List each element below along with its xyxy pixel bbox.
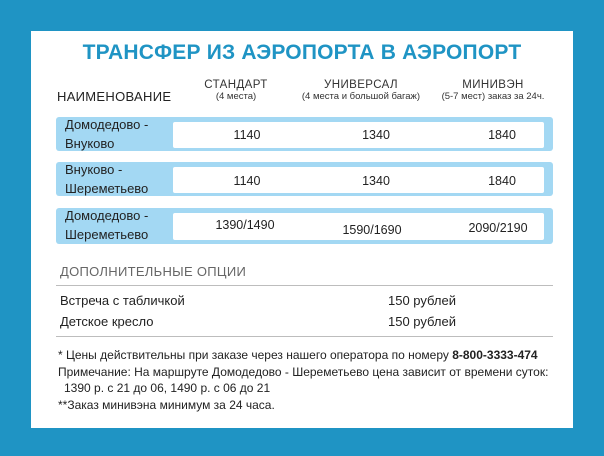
column-header-subtitle: (5-7 мест) заказ за 24ч. (441, 91, 545, 102)
route-name-line: Внуково (65, 136, 115, 151)
route-name-line: Домодедово - (65, 117, 149, 132)
price-standard: 1140 (233, 174, 261, 188)
notes (58, 347, 568, 413)
route-name-line: Внуково - (65, 162, 123, 177)
options-divider-bottom (56, 336, 553, 337)
column-header-universal (281, 79, 441, 103)
column-header-subtitle: (4 места) (215, 91, 257, 102)
route-name-line: Шереметьево (65, 227, 149, 242)
column-header-minivan (423, 79, 563, 103)
option-label: Детское кресло (60, 314, 154, 329)
options-divider-top (56, 285, 553, 286)
option-label: Встреча с табличкой (60, 293, 185, 308)
column-header-title: УНИВЕРСАЛ (324, 79, 398, 91)
route-name (65, 206, 175, 244)
route-row (56, 208, 553, 244)
name-column-header: НАИМЕНОВАНИЕ (57, 89, 172, 104)
price-universal: 1340 (362, 128, 390, 142)
route-row (56, 117, 553, 151)
note-minivan: **Заказ минивэна минимум за 24 часа. (58, 397, 275, 412)
page-title: ТРАНСФЕР ИЗ АЭРОПОРТА В АЭРОПОРТ (82, 41, 522, 64)
price-standard: 1390/1490 (215, 218, 275, 232)
route-row (56, 162, 553, 196)
column-header-subtitle: (4 места и большой багаж) (301, 91, 421, 102)
column-header-title: МИНИВЭН (462, 79, 524, 91)
route-name (65, 115, 175, 153)
column-header-title: СТАНДАРТ (204, 79, 268, 91)
options-title: ДОПОЛНИТЕЛЬНЫЕ ОПЦИИ (60, 264, 247, 279)
note-remark: Примечание: На маршруте Домодедово - Шереметьево цена зависит от времени суток: (58, 364, 549, 379)
route-name-line: Шереметьево (65, 181, 149, 196)
price-minivan: 1840 (488, 174, 516, 188)
price-card (31, 31, 573, 428)
note-text: * Цены действительны при заказе через нашего оператора по номеру (58, 348, 453, 362)
price-minivan: 1840 (488, 128, 516, 142)
option-price: 150 рублей (388, 314, 456, 329)
price-standard: 1140 (233, 128, 261, 142)
note-time-prices: 1390 р. с 21 до 06, 1490 р. с 06 до 21 (64, 381, 271, 395)
price-universal: 1590/1690 (342, 223, 402, 237)
route-name (65, 160, 175, 198)
column-header-standard (181, 79, 291, 103)
note-price-validity (58, 347, 568, 364)
price-universal: 1340 (362, 174, 390, 188)
price-minivan: 2090/2190 (468, 221, 528, 235)
route-name-line: Домодедово - (65, 208, 149, 223)
option-price: 150 рублей (388, 293, 456, 308)
phone-number: 8-800-3333-474 (452, 348, 538, 362)
